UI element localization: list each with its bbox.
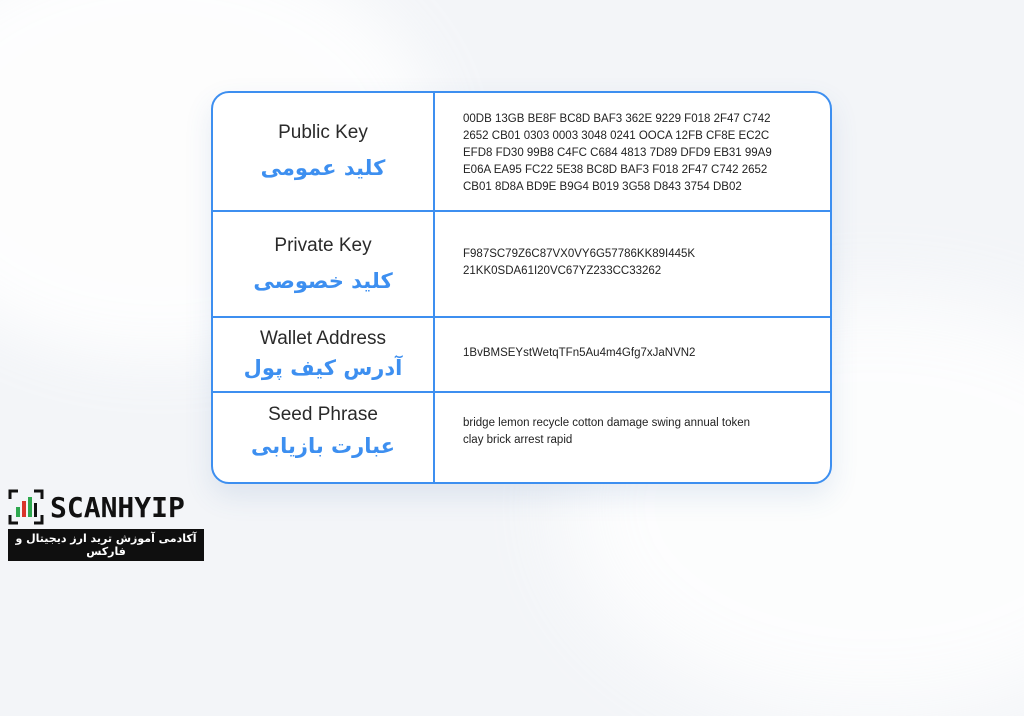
label-cell <box>213 93 433 210</box>
label-english: Seed Phrase <box>268 404 378 425</box>
brand-logo <box>8 489 208 561</box>
label-persian: عبارت بازیابی <box>250 434 396 458</box>
label-cell <box>213 318 433 392</box>
scan-chart-icon <box>8 489 44 525</box>
seed-phrase-value: bridge lemon recycle cotton damage swing annual token clay brick arrest rapid <box>463 417 751 446</box>
private-key-value: F987SC79Z6C87VX0VY6G57786KK89I445K 21KK0SDA61I20VC67YZ233CC33262 <box>463 248 696 277</box>
label-persian: کلید خصوصی <box>253 268 393 293</box>
label-english: Wallet Address <box>259 328 386 349</box>
brand-name: SCANHYIP <box>50 490 185 524</box>
label-persian: آدرس کیف پول <box>243 356 403 380</box>
label-persian: کلید عمومی <box>260 155 386 180</box>
key-table <box>211 91 832 484</box>
label-english: Public Key <box>278 121 368 143</box>
table-row-seed-phrase <box>213 393 830 482</box>
label-english: Private Key <box>274 234 372 256</box>
public-key-value: 00DB 13GB BE8F BC8D BAF3 362E 9229 F018 2F47 C742 2652 CB01 0303 0003 3048 0241 OOCA 12FB CF8E EC2C EFD8 FD30 99B8 C4FC C684 4813 7D89 DFD9 EB31 99A9 E06A EA95 FC22 5E38 BC8D BAF3 F018 2F47 C742 2652 CB01 8D8A BD9E B9G4 B019 3G58 D843 3754 DB02 <box>463 113 772 193</box>
table-row-private-key <box>213 212 830 317</box>
table-row-public-key <box>213 93 830 210</box>
label-cell <box>213 393 433 482</box>
label-cell <box>213 212 433 317</box>
brand-tagline: آکادمی آموزش ترید ارز دیجیتال و فارکس <box>8 529 204 561</box>
wallet-address-value: 1BvBMSEYstWetqTFn5Au4m4Gfg7xJaNVN2 <box>463 347 696 359</box>
table-row-wallet-address <box>213 318 830 392</box>
